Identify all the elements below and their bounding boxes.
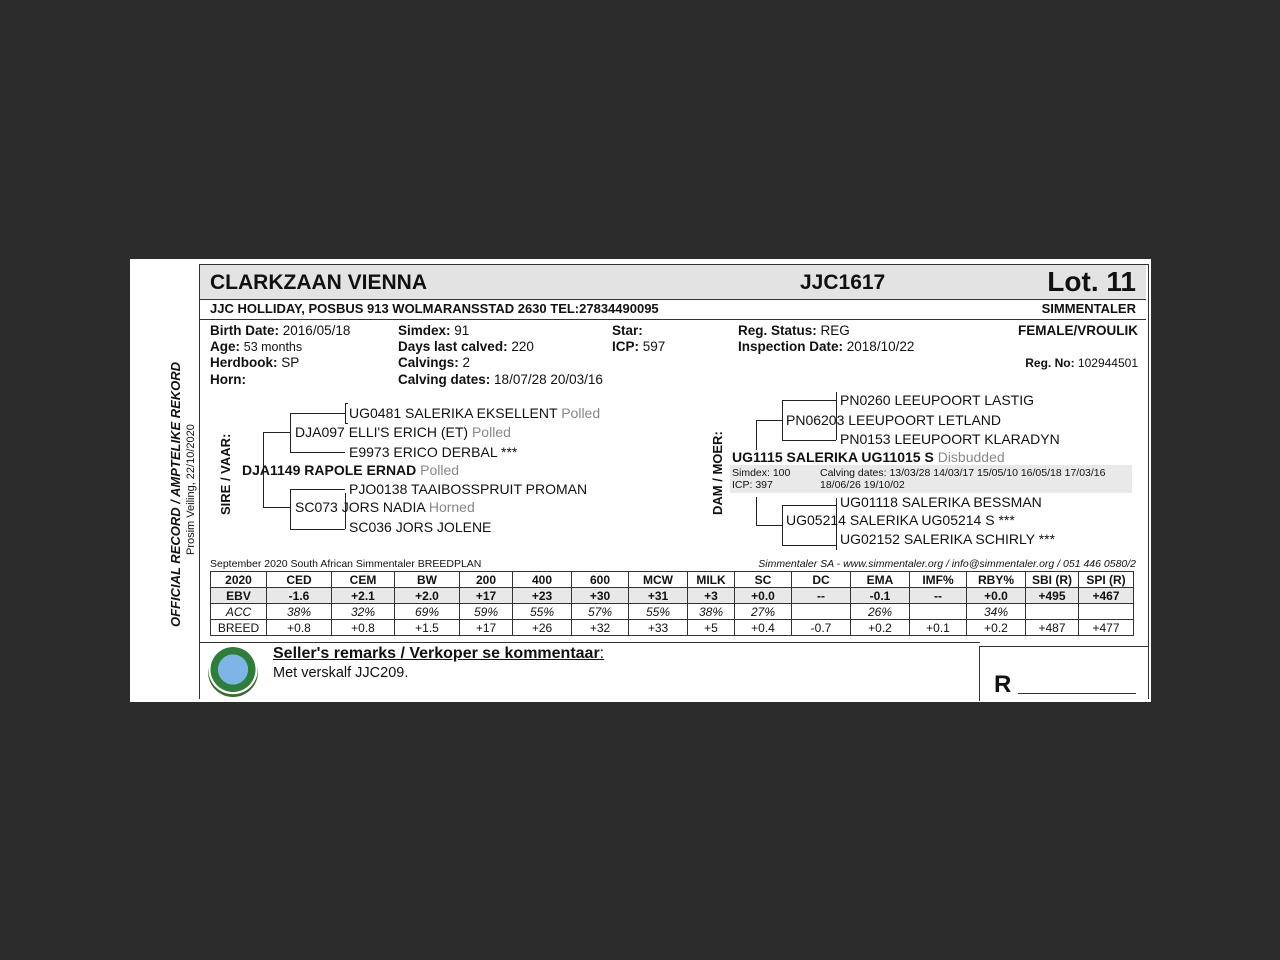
dam-calving-dates: Calving dates: 13/03/28 14/03/17 15/05/10 16/05/18 17/03/16 [820,467,1106,479]
acc-cell: 32% [332,604,395,620]
breed-cell: +26 [513,620,572,636]
acc-cell: 26% [851,604,910,620]
ebv-header-cell: SPI (R) [1079,572,1134,588]
sire-sire: DJA097 ELLI'S ERICH (ET) Polled [295,424,511,440]
acc-cell [792,604,851,620]
breed-cell: -0.7 [792,620,851,636]
ebv-cell: +23 [513,588,572,604]
dam-sire: PN06203 LEEUPOORT LETLAND [786,412,1002,428]
ebv-cell: +2.1 [332,588,395,604]
breed-row [211,620,1134,636]
ebv-header-cell: MCW [629,572,688,588]
dam-label: DAM / MOER: [710,431,725,515]
ebv-cell: +30 [572,588,629,604]
breed-cell: +17 [460,620,513,636]
main-panel [199,264,1149,699]
ebv-header-cell: CEM [332,572,395,588]
animal-name: CLARKZAAN VIENNA [210,271,427,294]
acc-cell [1079,604,1134,620]
ebv-header-cell: BW [395,572,460,588]
acc-cell: 57% [572,604,629,620]
breed-cell: +0.2 [967,620,1026,636]
icp: ICP: 597 [612,339,666,354]
breed-cell: +0.8 [332,620,395,636]
sire-dam-sire: PJO0138 TAAIBOSSPRUIT PROMAN [349,481,588,497]
sire-dam-dam: SC036 JORS JOLENE [349,519,492,535]
breedplan-contact: Simmentaler SA - www.simmentaler.org / info@simmentaler.org / 051 446 0580/2 [758,558,1136,570]
price-label: R [994,671,1012,698]
horn: Horn: [210,372,246,387]
lot-number: Lot. 11 [1047,266,1136,297]
breedplan-caption: September 2020 South African Simmentaler BREEDPLAN [210,558,482,570]
ebv-cell: -1.6 [267,588,332,604]
age: Age: 53 months [210,339,303,354]
ebv-cell: +3 [688,588,735,604]
reg-status: Reg. Status: REG [738,323,850,338]
simdex: Simdex: 91 [398,323,470,338]
ebv-table [210,571,1134,636]
ebv-cell: -- [910,588,967,604]
ebv-cell: EBV [211,588,267,604]
dam-sire-sire: PN0260 LEEUPOORT LASTIG [840,392,1035,408]
calvings: Calvings: 2 [398,355,471,370]
sire-sire-dam: E9973 ERICO DERBAL *** [349,444,518,460]
sire-dam: SC073 JORS NADIA Horned [295,499,475,515]
dam-details [730,465,1132,493]
price-box [979,646,1149,701]
acc-cell: 55% [629,604,688,620]
breed-cell: +1.5 [395,620,460,636]
dam-dam-sire: UG01118 SALERIKA BESSMAN [840,494,1042,510]
acc-cell: 59% [460,604,513,620]
ebv-cell: +0.0 [735,588,792,604]
dam-icp: ICP: 397 [732,479,773,491]
breed-cell: +32 [572,620,629,636]
ebv-header-cell: RBY% [967,572,1026,588]
ebv-row [211,588,1134,604]
pedigree [200,265,1148,565]
ebv-cell: +0.0 [967,588,1026,604]
ebv-header-cell: SBI (R) [1026,572,1079,588]
breed-cell: +5 [688,620,735,636]
remarks-title: Seller's remarks / Verkoper se kommentaar: [273,645,605,662]
sex: FEMALE/VROULIK [1018,323,1138,338]
dam-simdex: Simdex: 100 [732,467,791,479]
ebv-header-cell: EMA [851,572,910,588]
breed-cell: +0.8 [267,620,332,636]
ebv-cell: +2.0 [395,588,460,604]
sire-label: SIRE / VAAR: [218,433,233,515]
dam-sire-dam: PN0153 LEEUPOORT KLARADYN [840,431,1060,447]
ebv-cell: +31 [629,588,688,604]
dam-dam-dam: UG02152 SALERIKA SCHIRLY *** [840,531,1056,547]
auction-label: Prosim Veiling, 22/10/2020 [185,424,197,555]
remarks-text: Met verskalf JJC209. [273,665,409,681]
official-record-label: OFFICIAL RECORD / AMPTELIKE REKORD [168,361,183,627]
sidebar [130,259,200,702]
lot-card [130,259,1151,702]
acc-cell: 38% [267,604,332,620]
ebv-header-cell: 2020 [211,572,267,588]
breed-cell: BREED [211,620,267,636]
breed-cell: +0.2 [851,620,910,636]
ebv-cell: +495 [1026,588,1079,604]
ebv-cell: +17 [460,588,513,604]
breed-name: SIMMENTALER [1041,301,1136,316]
breed-cell: +477 [1079,620,1134,636]
breed-cell: +0.1 [910,620,967,636]
acc-cell [910,604,967,620]
inspection-date: Inspection Date: 2018/10/22 [738,339,915,354]
price-field[interactable] [1018,693,1136,694]
acc-cell [1026,604,1079,620]
calving-dates: Calving dates: 18/07/28 20/03/16 [398,372,603,387]
acc-cell: ACC [211,604,267,620]
ebv-header-row [211,572,1134,588]
acc-cell: 69% [395,604,460,620]
acc-row [211,604,1134,620]
acc-cell: 55% [513,604,572,620]
dam-calving-dates-2: 18/06/26 19/10/02 [820,479,905,491]
ebv-cell: +467 [1079,588,1134,604]
reg-number: Reg. No: 102944501 [1025,356,1138,370]
breed-cell: +0.4 [735,620,792,636]
ebv-header-cell: DC [792,572,851,588]
acc-cell: 34% [967,604,1026,620]
star: Star: [612,323,643,338]
ebv-header-cell: 200 [460,572,513,588]
birth-date: Birth Date: 2016/05/18 [210,323,351,338]
breed-cell: +487 [1026,620,1079,636]
ebv-cell: -- [792,588,851,604]
herdbook: Herdbook: SP [210,355,300,370]
ebv-header-cell: SC [735,572,792,588]
days-last-calved: Days last calved: 220 [398,339,534,354]
owner-address: JJC HOLLIDAY, POSBUS 913 WOLMARANSSTAD 2630 TEL:27834490095 [210,301,659,316]
sire: DJA1149 RAPOLE ERNAD Polled [242,462,460,478]
ebv-header-cell: MILK [688,572,735,588]
remarks-section [200,642,980,700]
ebv-header-cell: 400 [513,572,572,588]
dam-dam: UG05214 SALERIKA UG05214 S *** [786,512,1015,528]
animal-id: JJC1617 [800,271,886,294]
acc-cell: 38% [688,604,735,620]
dam: UG1115 SALERIKA UG11015 S Disbudded [732,449,1005,465]
breed-cell: +33 [629,620,688,636]
ebv-cell: -0.1 [851,588,910,604]
acc-cell: 27% [735,604,792,620]
ebv-header-cell: CED [267,572,332,588]
sire-sire-sire: UG0481 SALERIKA EKSELLENT Polled [349,405,601,421]
simmentaler-logo [208,647,258,697]
ebv-header-cell: 600 [572,572,629,588]
ebv-header-cell: IMF% [910,572,967,588]
